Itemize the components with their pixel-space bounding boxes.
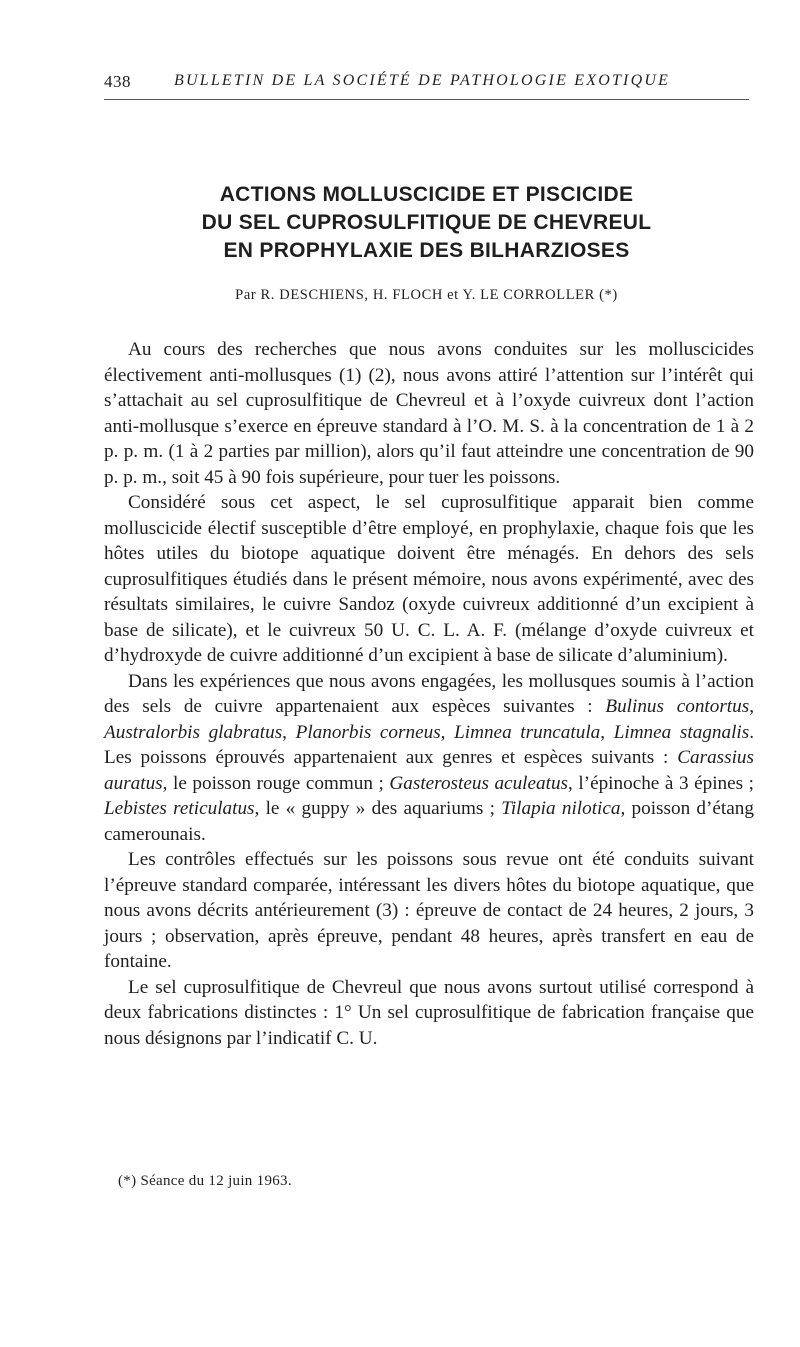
text-run: Dans les expériences que nous avons engagées, les mollusques soumis à l’action des sels de cuivre appartenaient aux espèces suivantes : [104, 670, 754, 717]
species-name: Limnea truncatula [454, 721, 601, 743]
text-run: Au cours des recherches que nous avons conduites sur les molluscicides électivement anti-mollusques (1) (2), nous avons attiré l’attention sur l’intérêt qui s’attachait au sel cuprosulfitique de Chevreul et à l’oxyde cuivreux dont l’action anti-mollusque s’exerce en épreuve standard à l’O. M. S. à la concentration de 1 à 2 p. p. m. (1 à 2 parties par million), alors qu’il faut atteindre une concentration de 90 p. p. m., soit 45 à 90 fois supérieure, pour tuer les poissons. [104, 339, 754, 488]
page-number: 438 [104, 72, 131, 91]
text-run: , [749, 696, 754, 717]
species-name: Tilapia nilotica [501, 798, 621, 819]
header-rule [104, 99, 749, 100]
title-line: ACTIONS MOLLUSCICIDE ET PISCICIDE [219, 183, 634, 206]
text-run: , l’épinoche à 3 épines ; [568, 772, 754, 794]
text-run: , [600, 721, 614, 743]
species-name: Gasterosteus aculeatus [389, 772, 568, 794]
footnote: (*) Séance du 12 juin 1963. [118, 1173, 292, 1189]
text-run: . Les poissons éprouvés appartenaient aux genres et espèces suivants : [104, 721, 754, 768]
text-run: , le « guppy » des aquariums ; [254, 798, 502, 819]
title-line: EN PROPHYLAXIE DES BILHARZIOSES [223, 239, 630, 262]
species-name: Bulinus contortus [605, 696, 750, 717]
text-run: Les contrôles effectués sur les poissons sous revue ont été conduits suivant l’épreuve standard comparée, intéressant les divers hôtes du biotope aquatique, que nous avons décrits antérieurement (3) : épreuve de contact de 24 heures, 2 jours, 3 jours ; observation, après épreuve, pendant 48 heures, après transfert en eau de fontaine. [104, 849, 754, 972]
species-name: Carassius auratus [104, 747, 754, 794]
species-name: Australorbis glabratus [104, 721, 283, 743]
text-run: , [282, 721, 296, 743]
article-body [104, 337, 754, 1051]
article-title [104, 181, 749, 265]
species-name: Lebistes reticulatus [104, 798, 255, 819]
species-name: Limnea stagnalis [613, 721, 750, 743]
text-run: , [440, 721, 455, 743]
title-line: DU SEL CUPROSULFITIQUE DE CHEVREUL [201, 211, 652, 234]
text-run: , le poisson rouge commun ; [162, 772, 390, 794]
text-run: Le sel cuprosulfitique de Chevreul que nous avons surtout utilisé correspond à deux fabrications distinctes : 1° Un sel cuprosulfitique de fabrication française que nous désignons par l’indicatif C. U. [104, 976, 754, 1049]
text-run: Considéré sous cet aspect, le sel cuprosulfitique apparait bien comme molluscicide électif susceptible d’être employé, en prophylaxie, chaque fois que les hôtes utiles du biotope aquatique doivent être ménagés. En dehors des sels cuprosulfitiques étudiés dans le présent mémoire, nous avons expérimenté, avec des résultats similaires, le cuivre Sandoz (oxyde cuivreux additionné d’un excipient à base de silicate), et le cuivreux 50 U. C. L. A. F. (mélange d’oxyde cuivreux et d’hydroxyde de cuivre additionné d’un excipient à base de silicate d’aluminium). [104, 492, 754, 666]
species-name: Planorbis corneus [295, 721, 441, 743]
running-head [104, 68, 749, 98]
body-paragraph [104, 847, 754, 975]
text-run: , poisson d’étang camerounais. [104, 798, 754, 845]
body-paragraph [104, 669, 754, 848]
body-paragraph [104, 337, 754, 490]
journal-title: BULLETIN DE LA SOCIÉTÉ DE PATHOLOGIE EXOTIQUE [174, 72, 671, 89]
byline: Par R. DESCHIENS, H. FLOCH et Y. LE CORROLLER (*) [235, 287, 618, 303]
body-paragraph [104, 490, 754, 669]
body-paragraph [104, 975, 754, 1052]
